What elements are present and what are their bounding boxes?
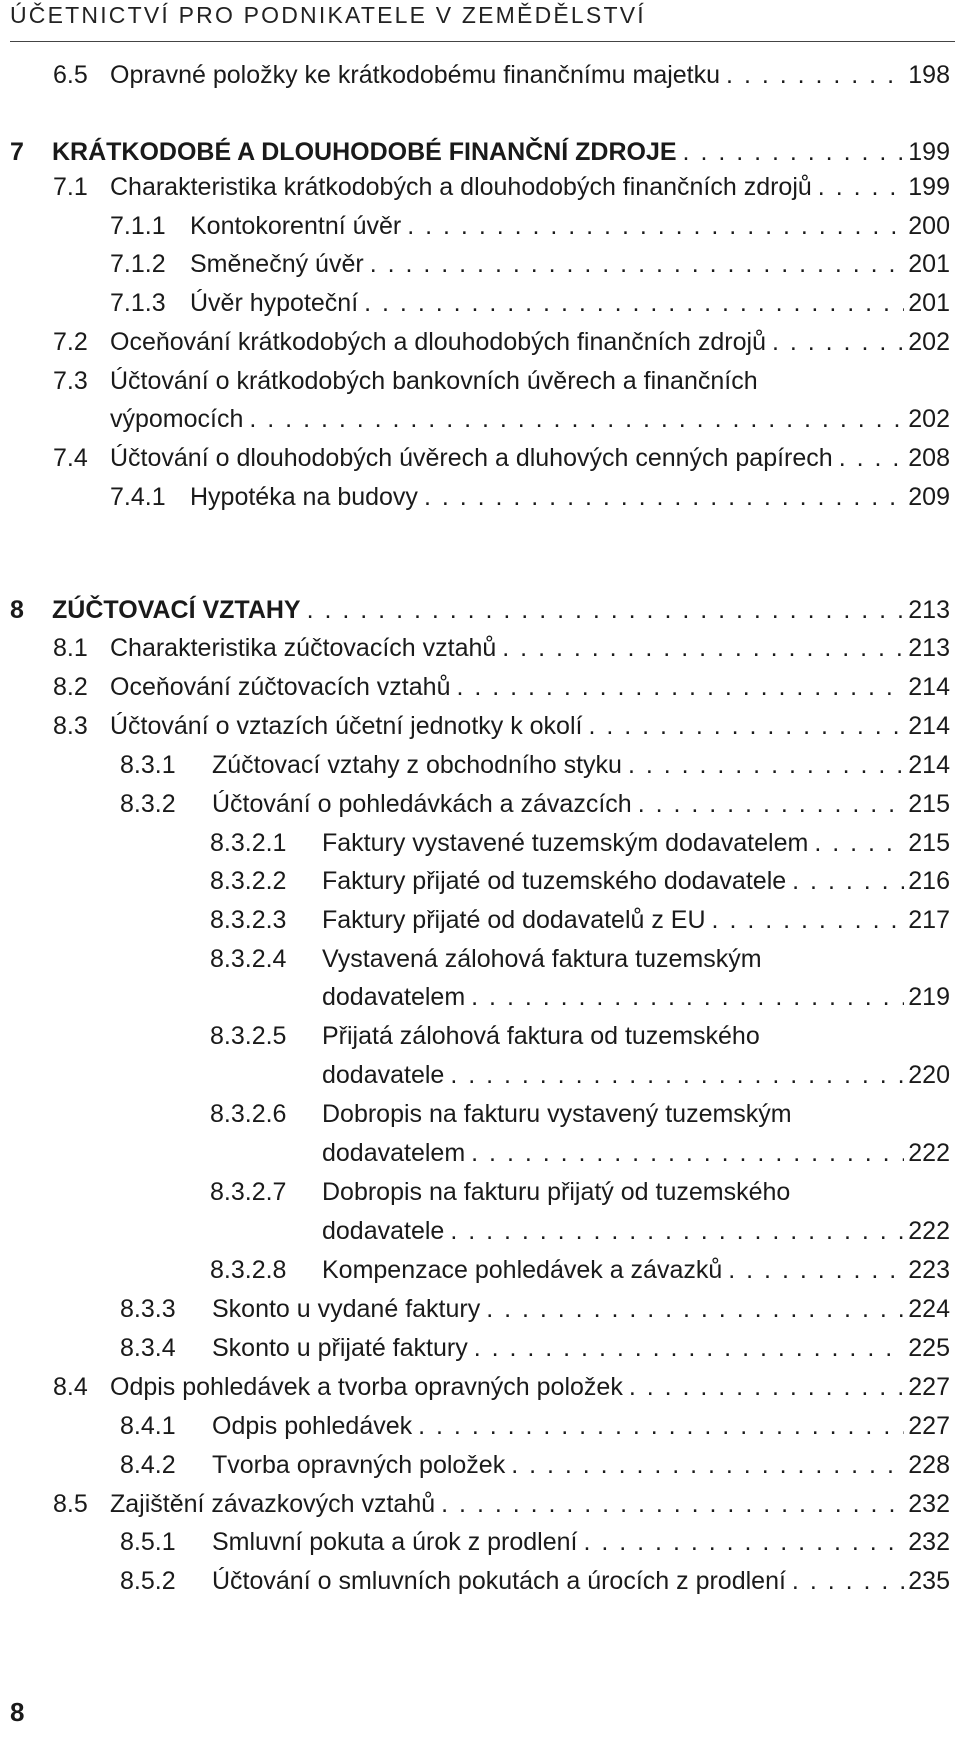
toc-entry — [322, 977, 950, 1017]
toc-page: 200 — [908, 212, 950, 240]
toc-entry — [210, 823, 950, 863]
toc-entry — [110, 399, 950, 439]
toc-title: Účtování o krátkodobých bankovních úvěrech a finančních — [110, 367, 758, 395]
toc-title: dodavatele — [322, 1061, 445, 1089]
toc-page: 209 — [908, 483, 950, 511]
toc-leader — [814, 823, 904, 863]
toc-number: 8.3 — [53, 712, 88, 740]
toc-entry — [322, 1133, 950, 1173]
toc-page: 217 — [908, 906, 950, 934]
toc-leader — [486, 1289, 904, 1329]
toc-entry — [322, 1211, 950, 1251]
toc-entry — [120, 745, 950, 785]
toc-page: 223 — [908, 1256, 950, 1284]
toc-leader — [792, 861, 904, 901]
toc-page: 202 — [908, 328, 950, 356]
toc-number: 7.1.2 — [110, 250, 166, 278]
toc-number: 8.3.2.2 — [210, 867, 287, 895]
toc-title: Faktury přijaté od tuzemského dodavatele — [322, 867, 787, 895]
toc-entry — [210, 1250, 950, 1290]
toc-title: Kompenzace pohledávek a závazků — [322, 1256, 723, 1284]
toc-entry — [120, 1406, 950, 1446]
toc-number: 8.3.2.7 — [210, 1178, 287, 1206]
toc-entry — [120, 784, 950, 824]
toc-leader — [712, 900, 905, 940]
toc-entry — [110, 283, 950, 323]
toc-title: Opravné položky ke krátkodobému finančnímu majetku — [110, 61, 721, 89]
toc-leader — [471, 977, 904, 1017]
toc-number: 8.5.2 — [120, 1567, 176, 1595]
toc-page: 213 — [908, 634, 950, 662]
toc-number: 7.1.1 — [110, 212, 166, 240]
toc-title: Faktury vystavené tuzemským dodavatelem — [322, 829, 809, 857]
toc-leader — [474, 1328, 905, 1368]
toc-leader — [424, 477, 904, 517]
toc-leader — [407, 206, 904, 246]
toc-number: 7.1 — [53, 173, 88, 201]
toc-entry — [53, 361, 950, 401]
toc-leader — [629, 1367, 904, 1407]
toc-leader — [450, 1211, 904, 1251]
toc-title: Vystavená zálohová faktura tuzemským — [322, 945, 762, 973]
toc-entry — [120, 1328, 950, 1368]
toc-title: Zúčtovací vztahy z obchodního styku — [212, 751, 622, 779]
toc-page: 213 — [908, 596, 950, 624]
toc-number: 7.1.3 — [110, 289, 166, 317]
toc-number: 8.3.3 — [120, 1295, 176, 1323]
toc-title: Odpis pohledávek — [212, 1412, 413, 1440]
toc-entry — [120, 1522, 950, 1562]
toc-page: 228 — [908, 1451, 950, 1479]
toc-page: 202 — [908, 405, 950, 433]
toc-number: 8.5.1 — [120, 1528, 176, 1556]
toc-number: 8.3.2.8 — [210, 1256, 287, 1284]
toc-entry — [53, 628, 950, 668]
toc-leader — [511, 1445, 904, 1485]
toc-leader — [502, 628, 904, 668]
toc-page: 201 — [908, 289, 950, 317]
toc-number: 8.3.4 — [120, 1334, 176, 1362]
toc-number: 8.2 — [53, 673, 88, 701]
toc-title: Smluvní pokuta a úrok z prodlení — [212, 1528, 578, 1556]
toc-title: Přijatá zálohová faktura od tuzemského — [322, 1022, 760, 1050]
toc-leader — [792, 1561, 904, 1601]
toc-entry — [120, 1561, 950, 1601]
toc-leader — [364, 283, 904, 323]
toc-title: Odpis pohledávek a tvorba opravných položek — [110, 1373, 623, 1401]
toc-entry — [210, 939, 950, 979]
toc-page: 235 — [908, 1567, 950, 1595]
toc-number: 8.3.2.4 — [210, 945, 287, 973]
toc-number: 8.3.1 — [120, 751, 176, 779]
toc-page: 214 — [908, 712, 950, 740]
toc-title: Účtování o vztazích účetní jednotky k okolí — [110, 712, 583, 740]
page-number: 8 — [10, 1697, 25, 1727]
toc-leader — [471, 1133, 904, 1173]
toc-number: 8.4 — [53, 1373, 88, 1401]
toc-page: 208 — [908, 444, 950, 472]
toc-title: dodavatele — [322, 1217, 445, 1245]
header-rule — [10, 41, 955, 42]
toc-number: 7.4.1 — [110, 483, 166, 511]
toc-title: Skonto u vydané faktury — [212, 1295, 481, 1323]
toc-title: Účtování o dlouhodobých úvěrech a dluhových cenných papírech — [110, 444, 833, 472]
toc-title: Charakteristika krátkodobých a dlouhodobých finančních zdrojů — [110, 173, 812, 201]
toc-title: Zajištění závazkových vztahů — [110, 1490, 436, 1518]
toc-page: 198 — [908, 61, 950, 89]
toc-leader — [818, 167, 904, 207]
toc-number: 8.3.2 — [120, 790, 176, 818]
toc-leader — [683, 132, 905, 172]
toc-page: 219 — [908, 983, 950, 1011]
toc-title: Oceňování zúčtovacích vztahů — [110, 673, 451, 701]
toc-entry — [110, 477, 950, 517]
toc-page: 214 — [908, 751, 950, 779]
toc-entry — [53, 667, 950, 707]
toc-leader — [588, 706, 904, 746]
toc-leader — [728, 1250, 904, 1290]
toc-entry — [53, 55, 950, 95]
toc-title: KRÁTKODOBÉ A DLOUHODOBÉ FINANČNÍ ZDROJE — [52, 138, 677, 166]
toc-number: 7 — [10, 138, 24, 166]
toc-leader — [638, 784, 905, 824]
toc-page: 227 — [908, 1412, 950, 1440]
toc-entry — [53, 322, 950, 362]
toc-page: 220 — [908, 1061, 950, 1089]
toc-number: 8.3.2.6 — [210, 1100, 287, 1128]
toc-entry — [210, 861, 950, 901]
toc-number: 8 — [10, 596, 24, 624]
toc-entry — [10, 590, 950, 630]
toc-title: Účtování o pohledávkách a závazcích — [212, 790, 632, 818]
toc-title: Úvěr hypoteční — [190, 289, 359, 317]
toc-leader — [249, 399, 904, 439]
toc-number: 7.2 — [53, 328, 88, 356]
toc-leader — [726, 55, 904, 95]
toc-leader — [772, 322, 904, 362]
toc-entry — [210, 900, 950, 940]
toc-number: 8.3.2.5 — [210, 1022, 287, 1050]
toc-title: Oceňování krátkodobých a dlouhodobých finančních zdrojů — [110, 328, 766, 356]
toc-title: Charakteristika zúčtovacích vztahů — [110, 634, 497, 662]
toc-page: 225 — [908, 1334, 950, 1362]
toc-title: dodavatelem — [322, 1139, 466, 1167]
toc-page: 222 — [908, 1139, 950, 1167]
toc-leader — [370, 244, 905, 284]
toc-entry — [120, 1445, 950, 1485]
toc-page: 216 — [908, 867, 950, 895]
toc-leader — [456, 667, 904, 707]
toc-entry — [210, 1016, 950, 1056]
toc-leader — [628, 745, 904, 785]
toc-leader — [839, 438, 905, 478]
toc-page: 199 — [908, 173, 950, 201]
toc-entry — [110, 244, 950, 284]
toc-entry — [120, 1289, 950, 1329]
toc-page: 215 — [908, 790, 950, 818]
toc-entry — [53, 706, 950, 746]
toc-leader — [450, 1055, 904, 1095]
toc-entry — [53, 1484, 950, 1524]
toc-title: Tvorba opravných položek — [212, 1451, 506, 1479]
toc-title: Kontokorentní úvěr — [190, 212, 402, 240]
toc-entry — [110, 206, 950, 246]
toc-title: Faktury přijaté od dodavatelů z EU — [322, 906, 706, 934]
toc-number: 8.1 — [53, 634, 88, 662]
toc-page: 222 — [908, 1217, 950, 1245]
toc-leader — [307, 590, 905, 630]
toc-entry — [53, 167, 950, 207]
toc-title: Směnečný úvěr — [190, 250, 364, 278]
toc-number: 8.5 — [53, 1490, 88, 1518]
toc-page: 224 — [908, 1295, 950, 1323]
toc-leader — [441, 1484, 904, 1524]
toc-title: výpomocích — [110, 405, 244, 433]
toc-page: 232 — [908, 1490, 950, 1518]
toc-title: Dobropis na fakturu přijatý od tuzemského — [322, 1178, 791, 1206]
toc-page: 199 — [908, 138, 950, 166]
toc-number: 7.4 — [53, 444, 88, 472]
toc-entry — [322, 1055, 950, 1095]
toc-leader — [583, 1522, 904, 1562]
toc-number: 8.4.1 — [120, 1412, 176, 1440]
toc-number: 7.3 — [53, 367, 88, 395]
toc-title: Hypotéka na budovy — [190, 483, 418, 511]
toc-page: 201 — [908, 250, 950, 278]
toc-page: 214 — [908, 673, 950, 701]
toc-page: 232 — [908, 1528, 950, 1556]
toc-leader — [418, 1406, 904, 1446]
toc-entry — [210, 1172, 950, 1212]
toc-entry — [53, 438, 950, 478]
toc-number: 8.3.2.3 — [210, 906, 287, 934]
toc-number: 6.5 — [53, 61, 88, 89]
toc-title: Skonto u přijaté faktury — [212, 1334, 468, 1362]
toc-title: ZÚČTOVACÍ VZTAHY — [52, 596, 301, 624]
toc-number: 8.3.2.1 — [210, 829, 287, 857]
toc-page: 227 — [908, 1373, 950, 1401]
toc-title: Účtování o smluvních pokutách a úrocích z prodlení — [212, 1567, 786, 1595]
running-head: ÚČETNICTVÍ PRO PODNIKATELE V ZEMĚDĚLSTVÍ — [10, 2, 646, 28]
toc-entry — [10, 132, 950, 172]
toc-page: 215 — [908, 829, 950, 857]
toc-number: 8.4.2 — [120, 1451, 176, 1479]
toc-title: Dobropis na fakturu vystavený tuzemským — [322, 1100, 792, 1128]
toc-title: dodavatelem — [322, 983, 466, 1011]
toc-entry — [53, 1367, 950, 1407]
toc-entry — [210, 1094, 950, 1134]
